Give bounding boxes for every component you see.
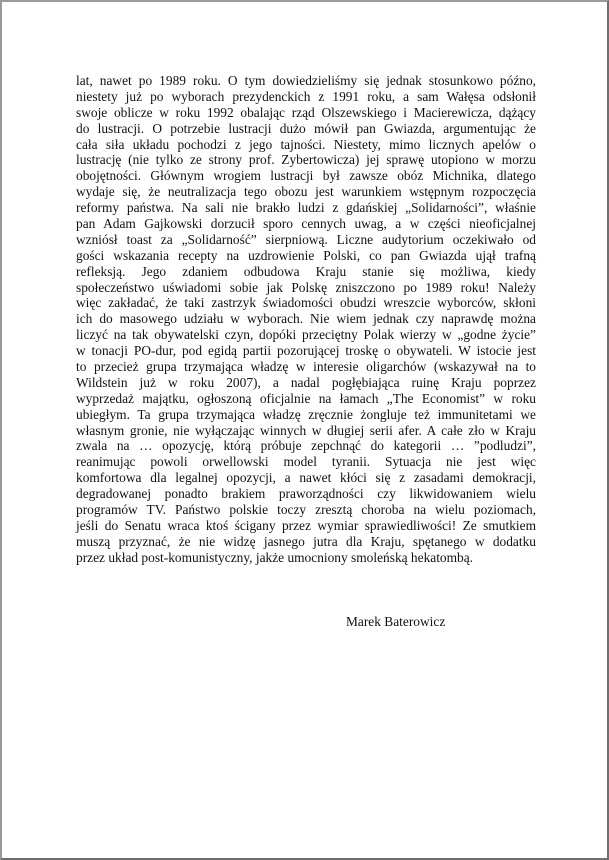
- text-line: swoje oblicze w roku 1992 obalając rząd Olszewskiego i Macierewicza, dążący: [76, 104, 536, 120]
- text-line: obojętności. Głównym wrogiem lustracji był zawsze obóz Michnika, dlatego: [76, 168, 536, 184]
- text-line: społeczeństwo uświadomi sobie jak Polskę zniszczono po 1989 roku! Należy: [76, 279, 536, 295]
- text-line: pan Adam Gajkowski dorzucił sporo cennych uwag, a w części nieoficjalnej: [76, 216, 536, 232]
- text-line: refleksją. Jego zdaniem odbudowa Kraju stanie się możliwa, kiedy: [76, 263, 536, 279]
- text-line: wydaje się, że neutralizacja tego obozu jest warunkiem wstępnym rozpoczęcia: [76, 184, 536, 200]
- text-line: reformy państwa. Na sali nie brakło ludzi z gdańskiej „Solidarności”, właśnie: [76, 200, 536, 216]
- text-line: liczyć na tak obywatelski czyn, dopóki przeciętny Polak wierzy w „godne życie”: [76, 327, 536, 343]
- text-line: własnym gronie, nie wyłączając winnych w długiej serii afer. A całe zło w Kraju: [76, 422, 536, 438]
- author-signature: Marek Baterowicz: [346, 614, 446, 629]
- text-line: do lustracji. O potrzebie lustracji dużo mówił pan Gwiazda, argumentując że: [76, 120, 536, 136]
- text-line: jeśli do Senatu wraca ktoś ścigany przez wymiar sprawiedliwości! Ze smutkiem: [76, 517, 536, 533]
- text-line: cała siła układu pochodzi z jego tajności. Niestety, mimo licznych apelów o: [76, 136, 536, 152]
- text-line: więc zakładać, że taki zastrzyk świadomości obudzi wreszcie wyborców, skłoni: [76, 295, 536, 311]
- text-line: gości wskazania recepty na uzdrowienie Polski, co pan Gwiazda ujął trafną: [76, 247, 536, 263]
- text-line: ubiegłym. Ta grupa trzymająca władzę zręcznie żongluje też immunitetami we: [76, 406, 536, 422]
- text-line: wyprzedaż majątku, ogłoszoną oficjalnie na łamach „The Economist” w roku: [76, 390, 536, 406]
- text-line: komfortowa dla legalnej opozycji, a nawet kłóci się z zasadami demokracji,: [76, 470, 536, 486]
- text-line: to przecież grupa trzymająca władzę w interesie oligarchów (wskazywał na to: [76, 359, 536, 375]
- text-line: lat, nawet po 1989 roku. O tym dowiedzieliśmy się jednak stosunkowo późno,: [76, 73, 536, 88]
- text-line: przez układ post-komunistyczny, jakże umocniony smoleńską hekatombą.: [76, 549, 474, 565]
- text-line: wzniósł toast za „Solidarność” sierpniową. Liczne audytorium oczekiwało od: [76, 231, 536, 247]
- text-line: ich do masowego udziału w wyborach. Nie wiem jednak czy naprawdę można: [76, 311, 536, 327]
- text-line: lustrację (nie tylko ze strony prof. Zybertowicza) jej sprawę utopiono w morzu: [76, 152, 536, 168]
- body-text: [76, 73, 536, 566]
- text-line: muszą przyznać, że nie widzę jasnego jutra dla Kraju, spętanego w dodatku: [76, 533, 536, 549]
- text-line: niestety już po wyborach prezydenckich z 1991 roku, a sam Wałęsa odsłonił: [76, 88, 536, 104]
- text-line: reanimując powoli orwellowski model tyranii. Sytuacja nie jest więc: [76, 454, 536, 470]
- text-line: programów TV. Państwo polskie toczy zresztą choroba na wielu poziomach,: [76, 502, 536, 518]
- text-line: degradowanej ponadto brakiem praworządności czy likwidowaniem wielu: [76, 486, 536, 502]
- text-line: zwala na … opozycję, którą próbuje zepchnąć do kategorii … ”podludzi”,: [76, 438, 536, 454]
- text-line: Wildstein już w roku 2007), a nadal pogłębiająca ruinę Kraju poprzez: [76, 374, 536, 390]
- text-line: w tonacji PO-dur, pod egidą partii pozorującej troskę o obywateli. W istocie jest: [76, 343, 536, 359]
